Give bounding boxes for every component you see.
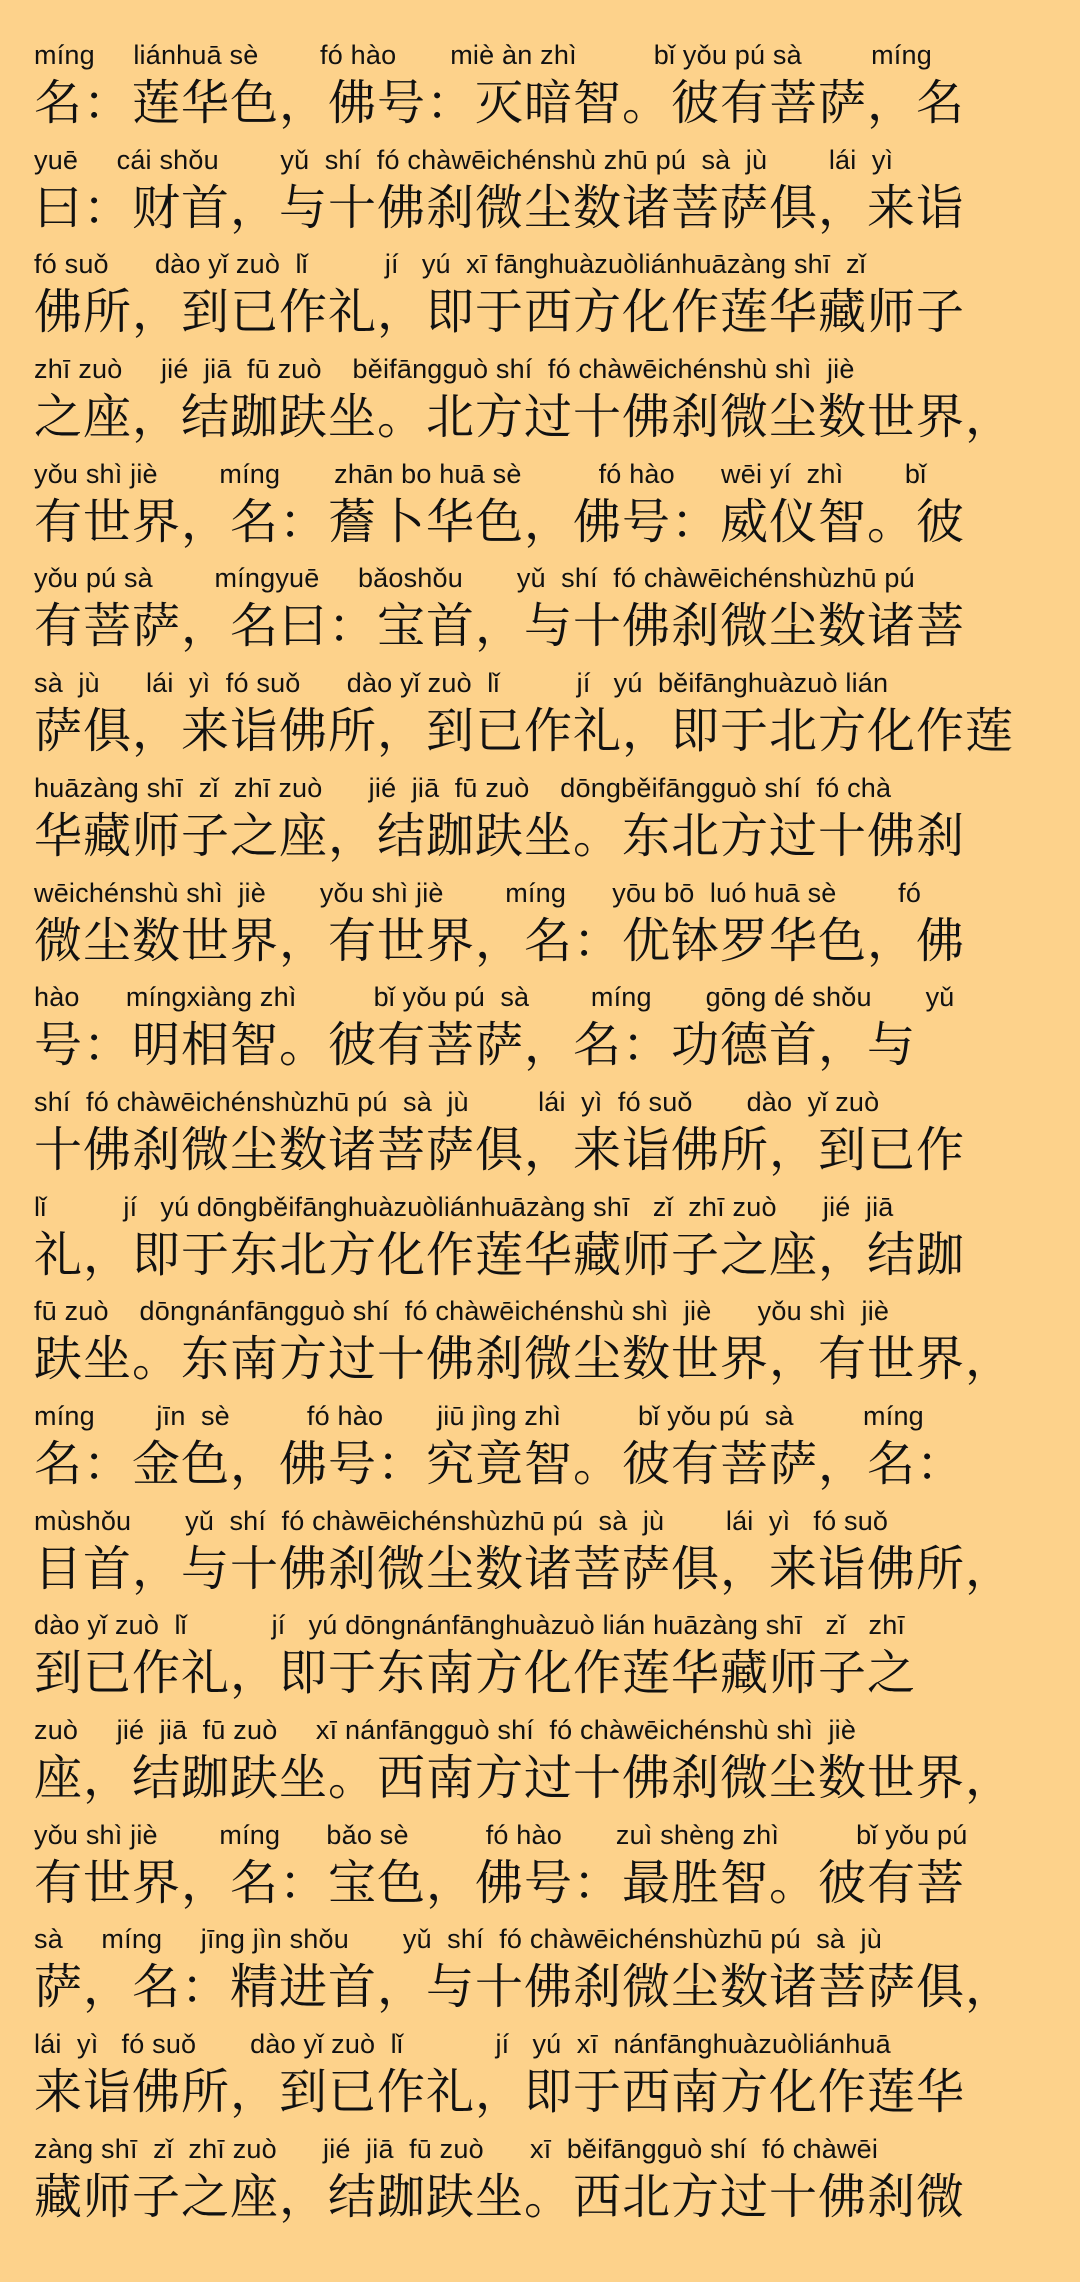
hanzi-row: 有世界，名：薝卜华色，佛号：威仪智。彼 [34, 493, 966, 550]
pinyin-row: fó suǒ dào yǐ zuò lǐ jí yú xī fānghuàzuòliánhuāzàng shī zǐ [34, 249, 866, 280]
text-line [34, 1294, 1046, 1399]
text-line [34, 1713, 1046, 1818]
pinyin-row: yǒu shì jiè míng bǎo sè fó hào zuì shèng zhì bǐ yǒu pú [34, 1819, 968, 1850]
text-line [34, 457, 1046, 562]
hanzi-row: 礼，即于东北方化作莲华藏师子之座，结跏 [34, 1226, 966, 1283]
hanzi-row: 有世界，名：宝色，佛号：最胜智。彼有菩 [34, 1854, 966, 1911]
hanzi-row: 曰：财首，与十佛刹微尘数诸菩萨俱，来诣 [34, 179, 966, 236]
text-line [34, 247, 1046, 352]
text-line [34, 1190, 1046, 1295]
hanzi-row: 号：明相智。彼有菩萨，名：功德首，与 [34, 1017, 917, 1074]
text-line [34, 980, 1046, 1085]
hanzi-row: 之座，结跏趺坐。北方过十佛刹微尘数世界， [34, 389, 1015, 446]
pinyin-row: sà míng jīng jìn shǒu yǔ shí fó chàwēichénshùzhū pú sà jù [34, 1924, 882, 1955]
pinyin-row: yǒu pú sà míngyuē bǎoshǒu yǔ shí fó chàwēichénshùzhū pú [34, 563, 915, 594]
text-line [34, 38, 1046, 143]
pinyin-row: dào yǐ zuò lǐ jí yú dōngnánfānghuàzuò lián huāzàng shī zǐ zhī [34, 1610, 906, 1641]
text-line [34, 876, 1046, 981]
hanzi-row: 藏师子之座，结跏趺坐。西北方过十佛刹微 [34, 2168, 966, 2225]
pinyin-row: mùshǒu yǔ shí fó chàwēichénshùzhū pú sà jù lái yì fó suǒ [34, 1505, 889, 1536]
hanzi-row: 十佛刹微尘数诸菩萨俱，来诣佛所，到已作 [34, 1121, 966, 1178]
hanzi-row: 名：莲华色，佛号：灭暗智。彼有菩萨，名 [34, 75, 966, 131]
pinyin-row: yuē cái shǒu yǔ shí fó chàwēichénshù zhū pú sà jù lái yì [34, 144, 894, 175]
pinyin-row: yǒu shì jiè míng zhān bo huā sè fó hào wēi yí zhì bǐ [34, 458, 927, 489]
text-line [34, 352, 1046, 457]
hanzi-row: 目首，与十佛刹微尘数诸菩萨俱，来诣佛所， [34, 1540, 1015, 1597]
pinyin-row: shí fó chàwēichénshùzhū pú sà jù lái yì fó suǒ dào yǐ zuò [34, 1086, 880, 1117]
hanzi-row: 趺坐。东南方过十佛刹微尘数世界，有世界， [34, 1331, 1015, 1388]
pinyin-row: zuò jié jiā fū zuò xī nánfāngguò shí fó chàwēichénshù shì jiè [34, 1715, 857, 1745]
hanzi-row: 萨，名：精进首，与十佛刹微尘数诸菩萨俱， [34, 1959, 1015, 2016]
text-line [34, 143, 1046, 248]
pinyin-row: fū zuò dōngnánfāngguò shí fó chàwēichénshù shì jiè yǒu shì jiè [34, 1296, 890, 1327]
text-line [34, 771, 1046, 876]
pinyin-row: huāzàng shī zǐ zhī zuò jié jiā fū zuò dōngběifāngguò shí fó chà [34, 772, 892, 803]
hanzi-row: 名：金色，佛号：究竟智。彼有菩萨，名： [34, 1435, 966, 1492]
hanzi-row: 萨俱，来诣佛所，到已作礼，即于北方化作莲 [34, 703, 1015, 760]
text-line [34, 1922, 1046, 2027]
pinyin-row: lǐ jí yú dōngběifānghuàzuòliánhuāzàng shī zǐ zhī zuò jié jiā [34, 1191, 894, 1222]
text-line [34, 1818, 1046, 1923]
text-line [34, 561, 1046, 666]
text-line [34, 2132, 1046, 2237]
pinyin-row: sà jù lái yì fó suǒ dào yǐ zuò lǐ jí yú běifānghuàzuò lián [34, 668, 889, 699]
pinyin-row: wēichénshù shì jiè yǒu shì jiè míng yōu bō luó huā sè fó [34, 877, 922, 908]
hanzi-row: 有菩萨，名曰：宝首，与十佛刹微尘数诸菩 [34, 598, 966, 655]
text-line [34, 2027, 1046, 2132]
text-line [34, 1504, 1046, 1609]
pinyin-row: lái yì fó suǒ dào yǐ zuò lǐ jí yú xī nánfānghuàzuòliánhuā [34, 2029, 891, 2060]
text-line [34, 1608, 1046, 1713]
hanzi-row: 到已作礼，即于东南方化作莲华藏师子之 [34, 1645, 917, 1702]
hanzi-row: 佛所，到已作礼，即于西方化作莲华藏师子 [34, 284, 966, 341]
text-line [34, 1085, 1046, 1190]
pinyin-row: míng jīn sè fó hào jiū jìng zhì bǐ yǒu pú sà míng [34, 1400, 924, 1431]
hanzi-row: 来诣佛所，到已作礼，即于西南方化作莲华 [34, 2064, 966, 2121]
pinyin-row: míng liánhuā sè fó hào miè àn zhì bǐ yǒu pú sà míng [34, 40, 932, 70]
hanzi-row: 华藏师子之座，结跏趺坐。东北方过十佛刹 [34, 807, 966, 864]
text-line [34, 1399, 1046, 1504]
pinyin-row: hào míngxiàng zhì bǐ yǒu pú sà míng gōng dé shǒu yǔ [34, 982, 955, 1013]
pinyin-row: zhī zuò jié jiā fū zuò běifāngguò shí fó chàwēichénshù shì jiè [34, 354, 855, 385]
pinyin-row: zàng shī zǐ zhī zuò jié jiā fū zuò xī běifāngguò shí fó chàwēi [34, 2133, 879, 2164]
hanzi-row: 座，结跏趺坐。西南方过十佛刹微尘数世界， [34, 1750, 1015, 1806]
text-line [34, 666, 1046, 771]
hanzi-row: 微尘数世界，有世界，名：优钵罗华色，佛 [34, 912, 966, 969]
